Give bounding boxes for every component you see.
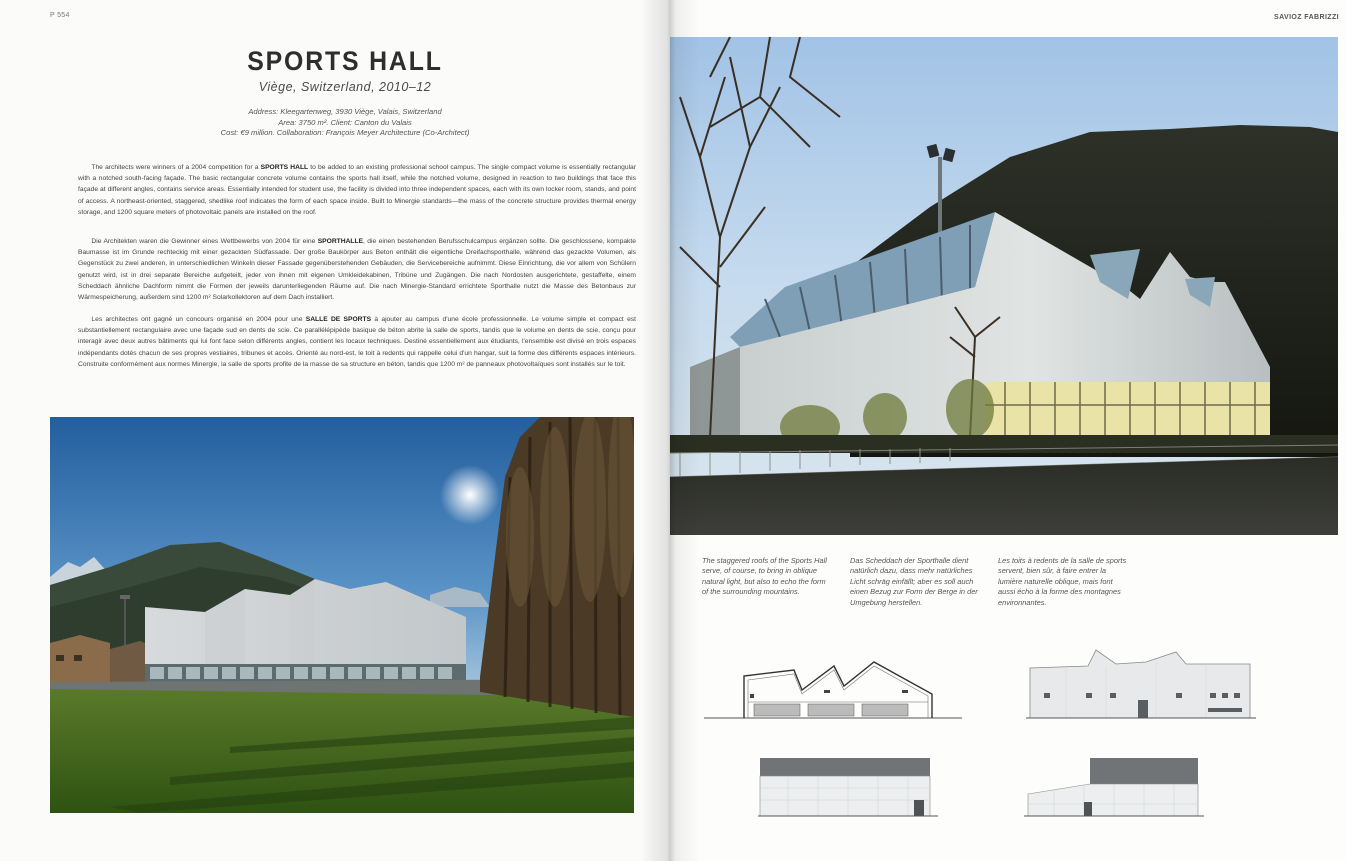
right-page — [670, 0, 1347, 861]
meta-cost: Cost: €9 million. Collaboration: François Meyer Architecture (Co-Architect) — [220, 128, 470, 137]
left-page — [0, 0, 670, 861]
paragraph-german-before: Die Architekten waren die Gewinner eines Wettbewerbs von 2004 für eine — [91, 238, 318, 245]
photo-sports-hall-day — [50, 417, 634, 813]
photo-sports-hall-dusk — [670, 37, 1338, 535]
paragraph-french-after: à ajouter au campus d'une école professionnelle. Le volume simple et compact est substantiellement rectangulaire avec une façade sud en dents de scie. Ce parallélépipède basique de béton abrite la salle de sports, tandis que le volume en dents de scie, conçu pour interagir avec deux autres bâtiments qui lui font face selon différents angles, contient les locaux techniques. Destiné essentiellement aux étudiants, l'ensemble est divisé en trois espaces indépendants dotés chacun de ses propres vestiaires, tribunes et accès. Orienté au nord-est, le toit à redents qui rappelle celui d'un hangar, suit la forme des différents espaces intérieurs. Construite conformément aux normes Minergie, la salle de sports profite de la masse de sa structure en béton, tandis que 1200 m² de panneaux photovoltaïques sont installés sur le toit. — [78, 316, 636, 368]
caption-german: Das Scheddach der Sporthalle dient natürlich dazu, dass mehr natürliches Licht schräg einfällt; aber es soll auch einen Bezug zur Form der Berge in der Umgebung herstellen. — [850, 556, 978, 607]
photo-sports-hall-day-illustration — [50, 417, 634, 813]
article-title: SPORTS HALL — [247, 46, 443, 76]
project-meta — [50, 107, 640, 139]
paragraph-english — [78, 162, 636, 218]
north-elevation-drawing — [1024, 756, 1204, 818]
article-subtitle: Viège, Switzerland, 2010–12 — [258, 80, 432, 94]
paragraph-english-before: The architects were winners of a 2004 competition for a — [91, 164, 261, 171]
caption-french: Les toits à redents de la salle de sports servent, bien sûr, à faire entrer la lumière naturelle oblique, mais font aussi écho à la forme des montagnes environnantes. — [998, 556, 1127, 607]
meta-area-client: Area: 3750 m². Client: Canton du Valais — [278, 117, 412, 127]
meta-address: Address: Kleegartenweg, 3930 Viège, Valais, Switzerland — [248, 107, 442, 116]
paragraph-french-bold: SALLE DE SPORTS — [305, 316, 372, 323]
photo-sports-hall-dusk-illustration — [670, 37, 1338, 535]
caption-english: The staggered roofs of the Sports Hall serve, of course, to bring in oblique natural light, but also to echo the form of the surrounding mountains. — [702, 556, 827, 597]
page-number: P 554 — [50, 12, 70, 19]
south-elevation-drawing — [1026, 648, 1256, 720]
paragraph-french — [78, 314, 636, 370]
paragraph-french-before: Les architectes ont gagné un concours organisé en 2004 pour une — [91, 316, 306, 323]
paragraph-german-bold: SPORTHALLE — [317, 238, 364, 245]
paragraph-english-bold: SPORTS HALL — [260, 164, 309, 171]
paragraph-english-after: to be added to an existing professional school campus. The single compact volume is essentially rectangular with a notched south-facing façade. The basic rectangular concrete volume contains the sports hall itself, while the notched volume, designed in reaction to two buildings that face this façade at different angles, contains service areas. Essentially intended for student use, the facility is divided into three independent spaces, each with its own locker room, stands, and point of access. A northeast-oriented, staggered, shedlike roof indicates the form of each space inside. Built to Minergie standards—the mass of the concrete structure provides thermal energy storage, and 1200 square meters of photovoltaic panels are installed on the roof. — [78, 164, 637, 216]
west-elevation-drawing — [758, 756, 938, 818]
paragraph-german — [78, 236, 636, 303]
section-drawing — [704, 660, 964, 722]
paragraph-german-after: , die einen bestehenden Berufsschulcampus ergänzen sollte. Die geschlossene, kompakte Baumasse ist im Grunde rechteckig mit einer gezackten Südfassade. Der große Baukörper aus Beton enthält die eigentliche Dreifachsporthalle, während das gezackte Volumen, als Gegenstück zu zwei anderen, in unterschiedlichen Winkeln dieser Fassade gegenüberstehenden Gebäuden, die Servicebereiche aufnimmt. Diese Einrichtung, die vor allem von Schülern genutzt wird, ist in drei separate Bereiche aufgeteilt, jeder von ihnen mit eigenen Umkleidekabinen, Tribüne und Zugängen. Die nach Nordosten ausgerichtete, gestaffelte, einem Scheddach ähnliche Dachform nimmt die Formen der jeweils darunterliegenden Räume auf. Die nach Minergie-Standard errichtete Sporthalle nutzt die Masse des Betonbaus zur Wärmespeicherung, außerdem sind 1200 m² Solarkollektoren auf dem Dach installiert. — [78, 238, 636, 302]
running-head: SAVIOZ FABRIZZI — [1274, 14, 1339, 21]
